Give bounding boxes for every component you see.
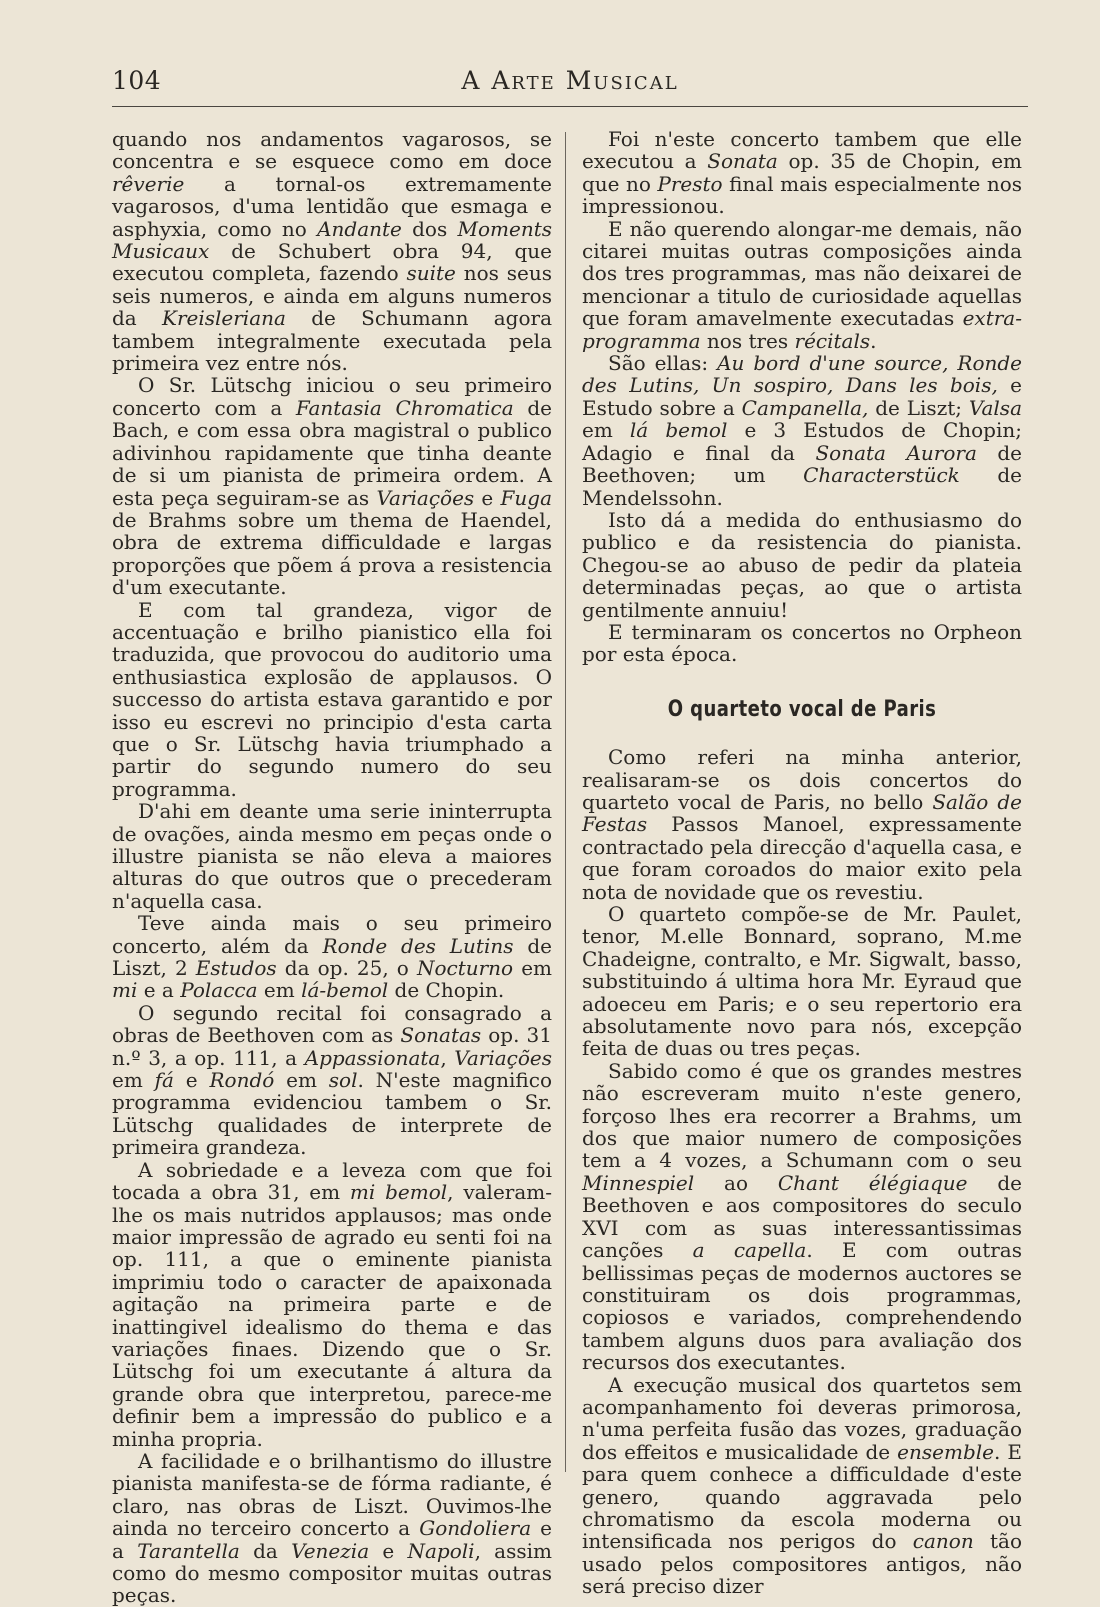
paragraph: A sobriedade e a leveza com que foi tocada a obra 31, em mi bemol, valeram-lhe os mais nutridos applausos; mas onde maior impressão de agrado eu senti foi na op. 111, a que o eminente pianista imprimiu todo o caracter de apaixonada agitação na primeira parte e de inattingivel idealismo do thema e das variações finaes. Dizendo que o Sr. Lütschg foi um executante á altura da grande obra que interpretou, parece-me definir bem a impressão do publico e a minha propria. bbox=[112, 1157, 552, 1451]
paragraph: E com tal grandeza, vigor de accentuação e brilho pianistico ella foi traduzida, que provocou do auditorio uma enthusiastica explosão de applausos. O successo do artista estava garantido e por isso eu escrevi no principio d'esta carta que o Sr. Lütschg havia triumphado a partir do segundo numero do seu programma. bbox=[112, 597, 552, 801]
running-title: A Arte Musical bbox=[461, 66, 679, 95]
paragraph: Teve ainda mais o seu primeiro concerto, além da Ronde des Lutins de Liszt, 2 Estudos da op. 25, o Nocturno em mi e a Polacca em lá-bemol de Chopin. bbox=[112, 911, 553, 1003]
section-heading: O quarteto vocal de Paris bbox=[667, 696, 937, 722]
paragraph: A facilidade e o brilhantismo do illustre pianista manifesta-se de fórma radiante, é claro, nas obras de Liszt. Ouvimos-lhe ainda no terceiro concerto a Gondoliera e a Tarantella da Venezia e Napoli, assim como do mesmo compositor muitas outras peças. bbox=[112, 1448, 553, 1607]
right-column bbox=[582, 128, 1022, 1598]
column-divider bbox=[565, 132, 566, 1472]
paragraph: Como referi na minha anterior, realisaram-se os dois concertos do quarteto vocal de Paris, no bello Salão de Festas Passos Manoel, expressamente contractado pela direcção d'aquella casa, e que foram coroados do maior exito pela nota de novidade que os revestiu. bbox=[582, 745, 1023, 904]
page-number: 104 bbox=[112, 66, 162, 95]
paragraph: Isto dá a medida do enthusiasmo do publico e da resistencia do pianista. Chegou-se ao abuso de pedir da plateia determinadas peças, ao que o artista gentilmente annuiu! bbox=[582, 507, 1022, 622]
paragraph: D'ahi em deante uma serie ininterrupta de ovações, ainda mesmo em peças onde o illustre pianista se não eleva a maiores alturas do que outros que o precederam n'aquella casa. bbox=[112, 799, 552, 913]
page-header bbox=[112, 62, 1028, 104]
paragraph: E não querendo alongar-me demais, não citarei muitas outras composições ainda dos tres programmas, mas não deixarei de mencionar a titulo de curiosidade aquellas que foram amavelmente executadas extra-programma nos tres récitals. bbox=[582, 216, 1022, 353]
paragraph: E terminaram os concertos no Orpheon por esta época. bbox=[582, 619, 1022, 667]
paragraph: quando nos andamentos vagarosos, se concentra e se esquece como em doce rêverie a tornal-os extremamente vagarosos, d'uma lentidão que esmaga e asphyxia, como no Andante dos Moments Musicaux de Schubert obra 94, que executou completa, fazendo suite nos seus seis numeros, e ainda em alguns numeros da Kreisleriana de Schumann agora tambem integralmente executada pela primeira vez entre nós. bbox=[112, 127, 553, 376]
paragraph: Foi n'este concerto tambem que elle executou a Sonata op. 35 de Chopin, em que no Presto final mais especialmente nos impressionou. bbox=[582, 127, 1023, 219]
paragraph: São ellas: Au bord d'une source, Ronde des Lutins, Un sospiro, Dans les bois, e Estudo sobre a Campanella, de Liszt; Valsa em lá bemol e 3 Estudos de Chopin; Adagio e final da Sonata Aurora de Beethoven; um Characterstück de Mendelssohn. bbox=[582, 351, 1023, 510]
paragraph: O segundo recital foi consagrado a obras de Beethoven com as Sonatas op. 31 n.º 3, a op. 111, a Appassionata, Variações em fá e Rondó em sol. N'este magnifico programma evidenciou tambem o Sr. Lütschg qualidades de interprete de primeira grandeza. bbox=[112, 1000, 553, 1160]
paragraph: A execução musical dos quartetos sem acompanhamento foi deveras primorosa, n'uma perfeita fusão das vozes, graduação dos effeitos e musicalidade de ensemble. E para quem conhece a difficuldade d'este genero, quando aggravada pelo chromatismo da escola moderna ou intensificada nos perigos do canon tão usado pelos compositores antigos, não será preciso dizer bbox=[582, 1372, 1023, 1599]
paragraph: O quarteto compõe-se de Mr. Paulet, tenor, M.elle Bonnard, soprano, M.me Chadeigne, contralto, e Mr. Sigwalt, basso, substituindo á ultima hora Mr. Eyraud que adoeceu em Paris; e o seu repertorio era absolutamente novo para nós, excepção feita de duas ou tres peças. bbox=[582, 902, 1022, 1061]
paragraph: Sabido como é que os grandes mestres não escreveram muito n'este genero, forçoso lhes era recorrer a Brahms, um dos que maior numero de composições tem a 4 vozes, a Schumann com o seu Minnespiel ao Chant élégiaque de Beethoven e aos compositores do seculo XVI com as suas interessantissimas canções a capella. E com outras bellissimas peças de modernos auctores se constituiram os dois programmas, copiosos e variados, comprehendendo tambem alguns duos para avaliação dos recursos dos executantes. bbox=[582, 1058, 1022, 1375]
paragraph: O Sr. Lütschg iniciou o seu primeiro concerto com a Fantasia Chromatica de Bach, e com essa obra magistral o publico adivinhou rapidamente que tinha deante de si um pianista de primeira ordem. A esta peça seguiram-se as Variações e Fuga de Brahms sobre um thema de Haendel, obra de extrema difficuldade e largas proporções que põem á prova a resistencia d'um executante. bbox=[112, 373, 552, 600]
header-rule bbox=[112, 106, 1028, 107]
left-column bbox=[112, 128, 552, 1607]
